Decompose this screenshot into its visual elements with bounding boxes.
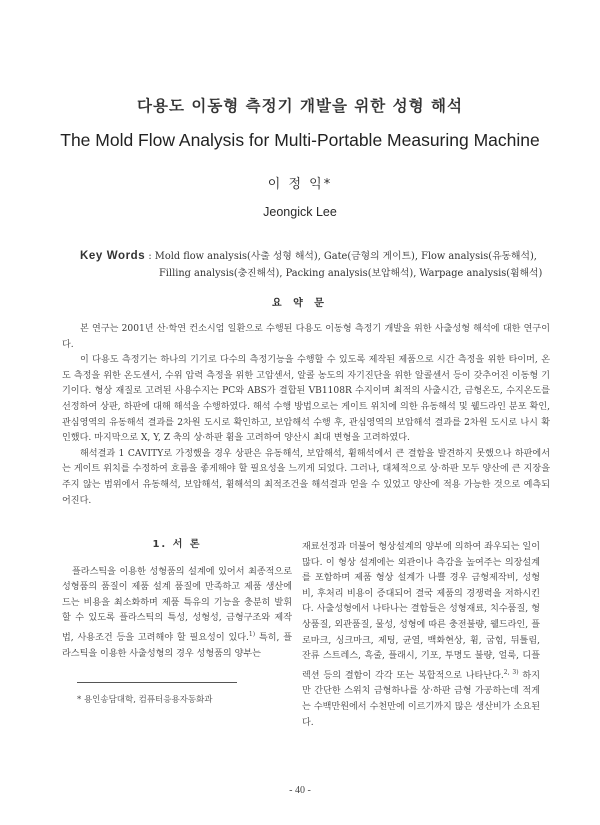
abstract-paragraph: 본 연구는 2001년 산·학연 컨소시엄 일환으로 수행된 다용도 이동형 측정기 개발을 위한 사출성형 해석에 대한 연구이다. [62, 324, 550, 350]
intro-continued-tail: 하지만 간단한 스위치 금형하나를 상·하판 금형 가공하는데 적게는 수백만원에서 수천만에 이르기까지 많은 생산비가 소요된다. [302, 670, 540, 728]
paper-title-korean: 다용도 이동형 측정기 개발을 위한 성형 해석 [137, 97, 463, 115]
author-name-korean: 이 정 익* [267, 177, 333, 192]
keywords-line-1: : Mold flow analysis(사출 성형 해석), Gate(금형의 게이트), Flow analysis(유동해석), [148, 251, 537, 262]
author-name-english: Jeongick Lee [263, 205, 337, 219]
section-heading: 1. 서 론 [152, 539, 202, 550]
author-affiliation-footnote: * 용인송담대학, 컴퓨터응용자동화과 [77, 695, 213, 705]
intro-text-tail: 특히, 플라스틱을 이용한 사출성형의 경우 성형품의 양부는 [62, 633, 293, 659]
footnote-divider [77, 682, 237, 683]
abstract-paragraph: 이 다용도 측정기는 하나의 기기로 다수의 측정기능을 수행할 수 있도록 제작된 제품으로 시간 측정을 위한 타이머, 온도 측정을 위한 온도센서, 수위 압력 측정을 위한 고압센서, 알콜 농도의 자기진단을 위한 알콜센서 등이 갖추어진 이동형 기기이다. 형상 재질로 고려된 사용수지는 PC와 ABS가 결합된 VB1108R 수지이며 최적의 사출시간, 금형온도, 수지온도를 선정하여 상판, 하판에 대해 해석을 수행하였다. 해석 수행 방법으로는 게이트 위치에 의한 유동해석 및 웰드라인 분포 확인, 관심영역의 유동해석 결과를 2차원 도시로 확인하고, 보압해석 수행 후, 관심영역의 보압해석 결과를 2차원 도시로 나시 확인했다. 마지막으로 X, Y, Z 축의 상·하판 휨을 고려하여 양산시 최대 변형을 고려하였다. [62, 355, 550, 444]
keywords-line-2: Filling analysis(충진해석), Packing analysis(보압해석), Warpage analysis(휨해석) [159, 268, 543, 279]
right-column [302, 540, 540, 731]
citation: 2, 3) [503, 668, 519, 676]
intro-paragraph [62, 565, 292, 663]
keywords-block [80, 248, 550, 282]
abstract-body [62, 322, 550, 509]
intro-text: 플라스틱을 이용한 성형품의 설계에 있어서 최종적으로 성형품의 품질이 제품 설계 품질에 만족하고 제품 생산에 드는 비용을 최소화하며 제품 특유의 기능을 충분히 발휘할 수 있도록 플라스틱의 특성, 성형성, 금형구조와 제작법, 사용조건 등을 고려해야 할 필요성이 있다. [62, 566, 292, 643]
citation: 1) [248, 630, 256, 638]
keywords-label: Key Words [80, 250, 146, 262]
intro-paragraph-continued [302, 540, 540, 731]
abstract-paragraph: 해석결과 1 CAVITY로 가정했을 경우 상판은 유동해석, 보압해석, 휨해석에서 큰 결함을 발견하지 못했으나 하판에서는 게이트 위치를 수정하여 흐름을 좋게해야 할 필요성을 느끼게 되었다. 그러나, 대체적으로 상·하판 모두 양산에 큰 지장을 주지 않는 범위에서 유동해석, 보압해석, 휨해석의 최적조건을 해석결과 얻을 수 있었고 양산에 적용 가능한 것으로 예측되어진다. [62, 448, 550, 506]
intro-continued-text: 재료선정과 더불어 형상설계의 양부에 의하여 좌우되는 일이 많다. 이 형상 설계에는 외관이나 측감을 높여주는 의장설계를 포함하며 제품 형상 설계가 나쁠 경우 금형제작비, 성형비, 후처리 비용이 증대되어 결국 제품의 경쟁력을 저하시킨다. 사출성형에서 나타나는 결함들은 성형재료, 치수품질, 형상품질, 외관품질, 물성, 성형에 따른 충전불량, 웰드라인, 플로마크, 싱크마크, 제팅, 균열, 백화현상, 휨, 굽힘, 뒤틀림, 잔류 스트레스, 흑줄, 플래시, 기포, 투명도 불량, 얼룩, 디플렉션 등의 결함이 각각 또는 복합적으로 나타난다. [302, 542, 540, 681]
abstract-heading: 요 약 문 [272, 298, 328, 309]
paper-title-english: The Mold Flow Analysis for Multi-Portable Measuring Machine [60, 130, 540, 150]
left-column [62, 537, 292, 662]
page-number: - 40 - [289, 785, 311, 796]
